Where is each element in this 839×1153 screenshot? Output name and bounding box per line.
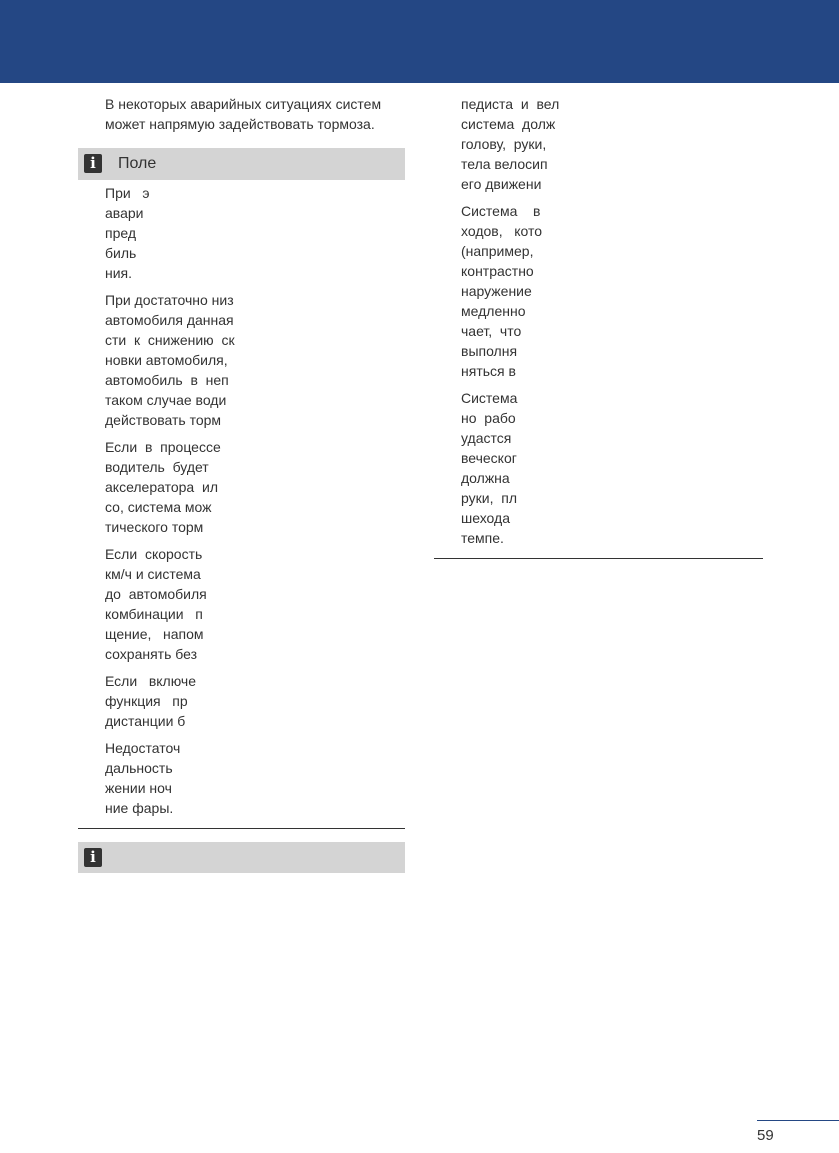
page-number: 59 (757, 1127, 774, 1144)
text-line: контрастно (461, 263, 534, 279)
text-line: биль (105, 245, 137, 261)
notice-paragraph (78, 738, 405, 818)
text-line: наружение (461, 283, 532, 299)
text-line: ния. (105, 265, 133, 281)
text-line: новки автомобиля, (105, 352, 228, 368)
text-line: тического торм (105, 519, 204, 535)
notice-body (78, 180, 405, 818)
right-paragraph (434, 388, 763, 548)
text-line: км/ч и система (105, 566, 201, 582)
text-line: При э (105, 185, 150, 201)
text-line: (например, (461, 243, 534, 259)
text-line: его движени (461, 176, 542, 192)
text-line: няться в (461, 363, 516, 379)
text-line: темпе. (461, 530, 504, 546)
text-line: пред (105, 225, 137, 241)
text-line: Система в (461, 203, 541, 219)
intro-paragraph (78, 94, 405, 134)
text-line: При достаточно низ (105, 292, 234, 308)
text-line: удастся (461, 430, 512, 446)
text-line: авари (105, 205, 144, 221)
text-line: медленно (461, 303, 526, 319)
text-line: действовать торм (105, 412, 222, 428)
notice-paragraph (78, 544, 405, 664)
text-line: веческог (461, 450, 517, 466)
info-icon: i (84, 154, 102, 173)
text-line: акселератора ил (105, 479, 218, 495)
notice-header-2 (78, 842, 405, 873)
text-line: сти к снижению ск (105, 332, 235, 348)
notice-title: Поле (118, 155, 157, 172)
right-paragraph (434, 94, 763, 194)
text-line: до автомобиля (105, 586, 207, 602)
right-column (434, 94, 763, 559)
text-line: функция пр (105, 693, 188, 709)
text-line: комбинации п (105, 606, 203, 622)
text-line: система долж (461, 116, 556, 132)
notice-header (78, 148, 405, 180)
header-band (0, 0, 839, 83)
text-line: Если в процессе (105, 439, 221, 455)
text-line: автомобиль в неп (105, 372, 229, 388)
text-line: жении ноч (105, 780, 172, 796)
intro-line: может напрямую задействовать тормоза. (105, 116, 375, 132)
text-line: Недостаточ (105, 740, 181, 756)
notice-paragraph (78, 437, 405, 537)
left-column (78, 94, 405, 873)
info-icon: i (84, 848, 102, 867)
notice-paragraph (78, 671, 405, 731)
text-line: тела велосип (461, 156, 548, 172)
text-line: щение, напом (105, 626, 204, 642)
right-paragraph (434, 201, 763, 381)
notice-paragraph (78, 290, 405, 430)
intro-line: В некоторых аварийных ситуациях систем (105, 96, 382, 112)
text-line: голову, руки, (461, 136, 547, 152)
text-line: чает, что (461, 323, 522, 339)
text-line: водитель будет (105, 459, 209, 475)
text-line: Система (461, 390, 518, 406)
text-line: Если скорость (105, 546, 203, 562)
text-line: ние фары. (105, 800, 174, 816)
text-line: дистанции б (105, 713, 186, 729)
text-line: Если включе (105, 673, 196, 689)
text-line: выполня (461, 343, 518, 359)
text-line: сохранять без (105, 646, 198, 662)
notice-paragraph (78, 183, 405, 283)
page-number-rule (757, 1120, 839, 1121)
text-line: ходов, кото (461, 223, 543, 239)
text-line: таком случае води (105, 392, 227, 408)
text-line: дальность (105, 760, 173, 776)
text-line: автомобиля данная (105, 312, 234, 328)
text-line: педиста и вел (461, 96, 560, 112)
text-line: шехода (461, 510, 510, 526)
text-line: должна (461, 470, 510, 486)
text-line: руки, пл (461, 490, 517, 506)
text-line: но рабо (461, 410, 516, 426)
notice-end-rule (78, 828, 405, 829)
text-line: со, система мож (105, 499, 212, 515)
right-column-rule (434, 558, 763, 559)
